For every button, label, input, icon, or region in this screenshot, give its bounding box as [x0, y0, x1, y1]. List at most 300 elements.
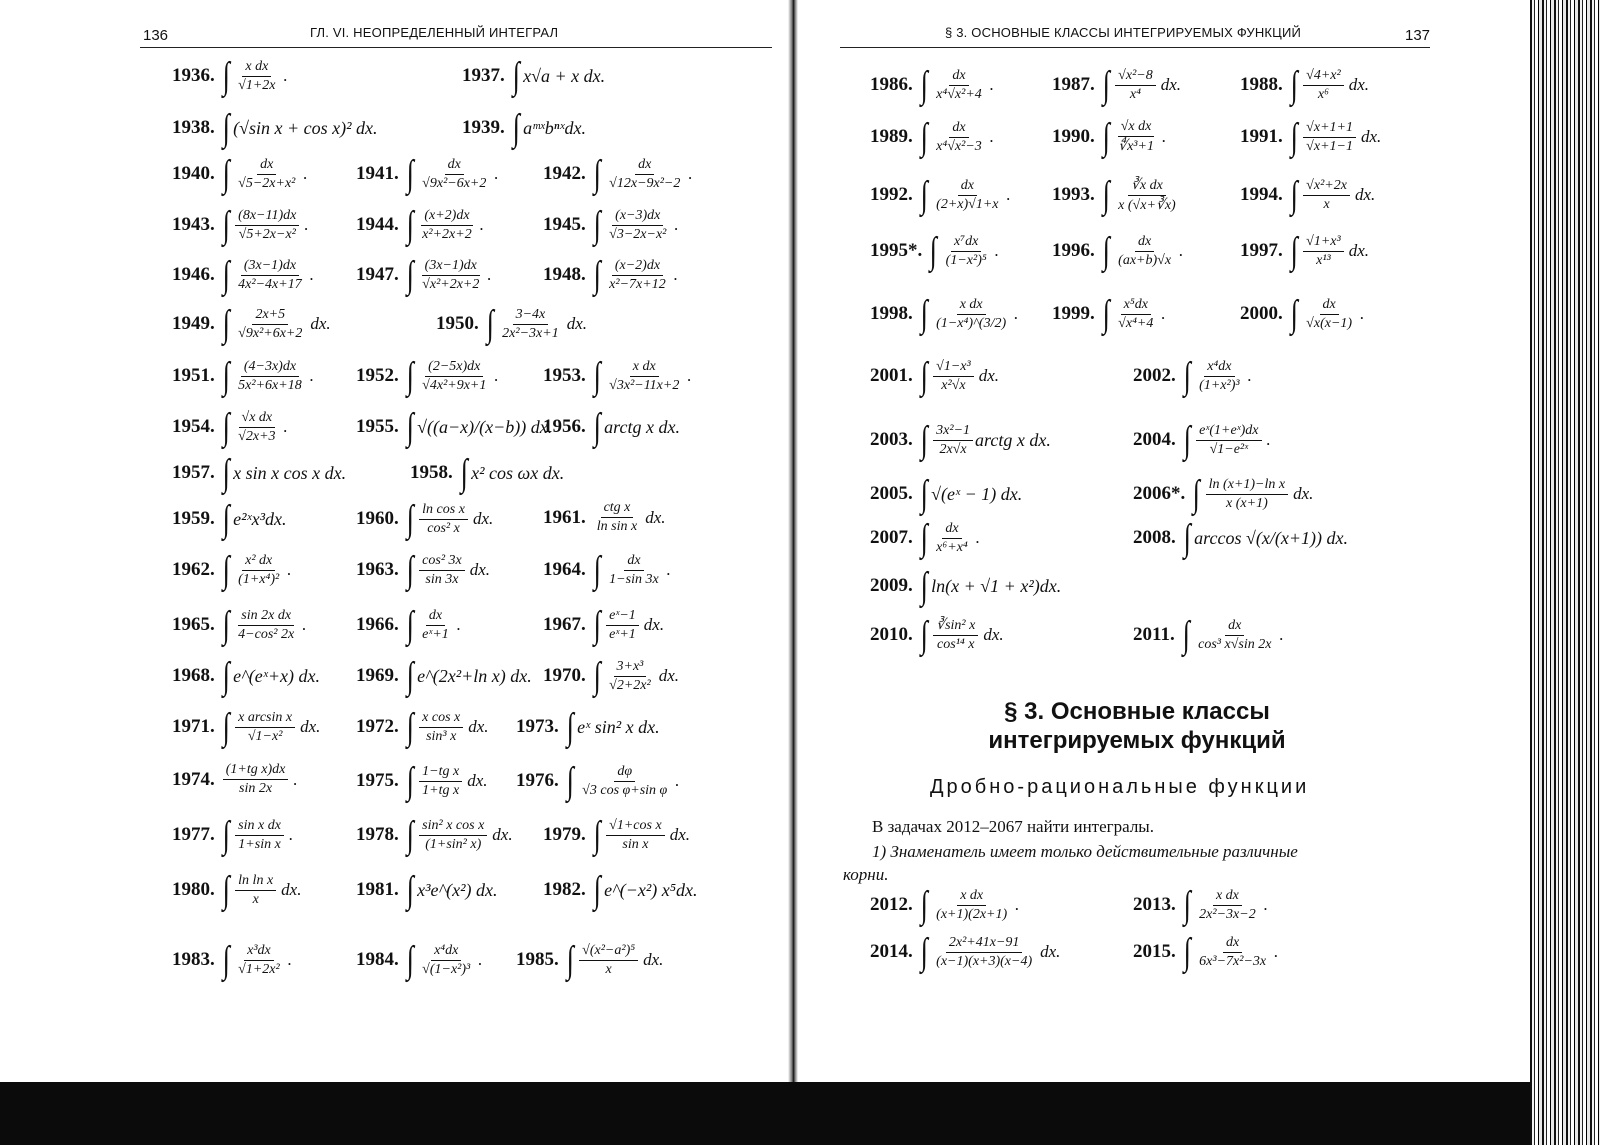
numerator: dx — [942, 521, 961, 539]
denominator: x — [1323, 196, 1330, 212]
problem-number: 1991. — [1240, 126, 1283, 147]
expression: dx. — [1348, 241, 1370, 260]
integral-sign: ∫ — [222, 549, 230, 591]
denominator: √1−x² — [247, 728, 283, 744]
numerator: (x−3)dx — [612, 208, 663, 226]
problem-1973 — [516, 708, 660, 746]
fraction — [606, 157, 683, 192]
numerator: ln cos x — [419, 502, 468, 520]
problem-number: 1969. — [356, 665, 399, 686]
problem-number: 2012. — [870, 894, 913, 915]
fraction — [419, 157, 489, 192]
problem-number: 1978. — [356, 824, 399, 845]
integral-sign: ∫ — [1290, 293, 1298, 335]
denominator: cos³ x√sin 2x — [1198, 636, 1272, 652]
expression: dx. — [472, 509, 494, 528]
integral-sign: ∫ — [406, 498, 414, 540]
expression: dx. — [1360, 127, 1382, 146]
expression: . — [494, 366, 499, 385]
fraction — [606, 258, 669, 293]
problem-number: 1964. — [543, 559, 586, 580]
expression: . — [1360, 304, 1365, 323]
fraction — [419, 710, 463, 745]
numerator: x⁷dx — [951, 234, 981, 252]
problem-number: 1967. — [543, 614, 586, 635]
problem-1999 — [1052, 295, 1166, 333]
problem-number: 1968. — [172, 665, 215, 686]
problem-1947 — [356, 256, 492, 294]
numerator: (2−5x)dx — [425, 359, 483, 377]
problem-number: 2006*. — [1133, 483, 1186, 504]
problem-number: 1953. — [543, 365, 586, 386]
integral-sign: ∫ — [920, 614, 928, 656]
numerator: √x²+2x — [1303, 178, 1350, 196]
numerator: x dx — [630, 359, 659, 377]
numerator: dx — [1135, 234, 1154, 252]
integral-sign: ∫ — [222, 303, 230, 345]
numerator: x³dx — [244, 943, 274, 961]
problem-1945 — [543, 206, 679, 244]
expression: dx. — [310, 314, 331, 333]
numerator: dx — [445, 157, 464, 175]
expression: . — [1161, 304, 1166, 323]
numerator: 2x+5 — [252, 307, 288, 325]
subsection-title: Дробно-рациональные функции — [930, 776, 1310, 798]
fraction — [419, 608, 452, 643]
denominator: (1+x⁴)² — [238, 571, 280, 587]
integral-sign: ∫ — [406, 655, 414, 697]
numerator: dx — [949, 68, 968, 86]
denominator: x⁴√x²−3 — [936, 138, 982, 154]
expression: . — [1006, 185, 1011, 204]
expression: dx. — [669, 825, 690, 844]
problem-number: 1990. — [1052, 126, 1095, 147]
problem-1957 — [172, 454, 346, 492]
fraction — [606, 818, 665, 853]
integral-sign: ∫ — [406, 254, 414, 296]
fraction — [1196, 888, 1259, 923]
problem-1954 — [172, 408, 288, 446]
numerator: (4−3x)dx — [241, 359, 299, 377]
expression: x³e^(x²) dx. — [417, 879, 498, 900]
fraction — [1115, 234, 1174, 269]
problem-number: 2003. — [870, 429, 913, 450]
numerator: 3x²−1 — [933, 423, 973, 441]
denominator: eˣ+1 — [609, 626, 636, 642]
fraction — [606, 553, 662, 588]
numerator: x arcsin x — [235, 710, 295, 728]
problem-1975 — [356, 762, 488, 800]
problem-number: 1987. — [1052, 74, 1095, 95]
problem-number: 2000. — [1240, 303, 1283, 324]
expression: . — [303, 164, 308, 183]
integral-sign: ∫ — [920, 473, 928, 515]
integral-sign: ∫ — [222, 655, 230, 697]
problem-1992 — [870, 176, 1011, 214]
expression: aᵐˣbⁿˣdx. — [523, 117, 586, 138]
problem-number: 1959. — [172, 508, 215, 529]
problem-1941 — [356, 155, 499, 193]
expression: dx. — [658, 666, 680, 685]
problem-1965 — [172, 606, 306, 644]
expression: dx. — [643, 950, 664, 969]
fraction — [594, 500, 640, 535]
fraction — [1196, 935, 1269, 970]
numerator: ∛sin² x — [933, 617, 978, 636]
problem-number: 1938. — [172, 117, 215, 138]
integral-sign: ∫ — [222, 498, 230, 540]
denominator: x²+2x+2 — [422, 226, 472, 242]
problem-number: 1941. — [356, 163, 399, 184]
fraction — [933, 521, 971, 556]
fraction — [943, 234, 990, 269]
integral-sign: ∫ — [406, 355, 414, 397]
denominator: 1−sin 3x — [609, 571, 659, 587]
expression: . — [989, 127, 995, 146]
integral-sign: ∫ — [406, 549, 414, 591]
fraction — [606, 659, 654, 694]
problem-number: 1954. — [172, 416, 215, 437]
problem-number: 1997. — [1240, 240, 1283, 261]
problem-number: 1965. — [172, 614, 215, 635]
problem-number: 2015. — [1133, 941, 1176, 962]
fraction — [235, 258, 305, 293]
fraction — [235, 943, 283, 978]
problem-number: 2013. — [1133, 894, 1176, 915]
integral-sign: ∫ — [406, 706, 414, 748]
integral-sign: ∫ — [406, 204, 414, 246]
problem-1959 — [172, 500, 287, 538]
integral-sign: ∫ — [920, 64, 928, 106]
problem-2010 — [870, 616, 1004, 654]
denominator: (1−x²)⁵ — [945, 252, 987, 268]
integral-sign: ∫ — [486, 303, 494, 345]
integral-sign: ∫ — [593, 254, 601, 296]
denominator: ∜x³+1 — [1118, 139, 1154, 154]
problem-1972 — [356, 708, 489, 746]
denominator: √1−e²ˣ — [1209, 441, 1249, 457]
denominator: 4x²−4x+17 — [238, 276, 302, 292]
fraction — [606, 608, 639, 643]
denominator: √1+2x — [238, 77, 276, 93]
integral-sign: ∫ — [920, 517, 928, 559]
expression: (√sin x + cos x)² dx. — [233, 117, 378, 138]
problem-number: 1999. — [1052, 303, 1095, 324]
expression: dx. — [467, 771, 488, 790]
expression: dx. — [281, 880, 302, 899]
problem-number: 1989. — [870, 126, 913, 147]
problem-1989 — [870, 118, 994, 156]
problem-1980 — [172, 871, 301, 909]
integral-sign: ∫ — [222, 814, 230, 856]
problem-number: 1940. — [172, 163, 215, 184]
expression: . — [309, 265, 314, 284]
expression: . — [994, 241, 999, 260]
problem-number: 1980. — [172, 879, 215, 900]
expression: . — [1015, 895, 1020, 914]
fraction — [606, 208, 669, 243]
denominator: x¹³ — [1316, 252, 1331, 268]
expression: dx. — [492, 825, 513, 844]
integral-sign: ∫ — [1290, 174, 1298, 216]
integral-sign: ∫ — [1290, 64, 1298, 106]
fraction — [419, 502, 468, 537]
integral-sign: ∫ — [1102, 116, 1110, 158]
fraction — [579, 764, 670, 799]
problem-1970 — [543, 657, 679, 695]
denominator: sin³ x — [426, 728, 457, 744]
denominator: (1+x²)³ — [1199, 377, 1240, 393]
problem-1997 — [1240, 232, 1369, 270]
problem-number: 1976. — [516, 770, 559, 791]
numerator: ctg x — [601, 500, 634, 518]
problem-number: 1966. — [356, 614, 399, 635]
problem-1953 — [543, 357, 692, 395]
expression: . — [494, 164, 499, 183]
numerator: x dx — [1213, 888, 1242, 906]
fraction — [579, 943, 638, 978]
numerator: dx — [1225, 618, 1244, 636]
numerator: cos² 3x — [419, 553, 465, 571]
fraction — [419, 818, 487, 853]
integral-sign: ∫ — [222, 153, 230, 195]
problem-1986 — [870, 66, 994, 104]
integral-sign: ∫ — [920, 293, 928, 335]
denominator: sin 2x — [239, 781, 273, 796]
problem-1955 — [356, 408, 552, 446]
expression: . — [479, 215, 484, 234]
numerator: sin 2x dx — [238, 608, 294, 626]
numerator: dx — [426, 608, 445, 626]
denominator: 4−cos² 2x — [238, 626, 295, 642]
problem-1998 — [870, 295, 1018, 333]
fraction — [933, 68, 985, 103]
denominator: x⁶ — [1317, 86, 1329, 102]
problem-number: 1970. — [543, 665, 586, 686]
expression: . — [302, 615, 307, 634]
expression: dx. — [469, 560, 491, 579]
problem-number: 2008. — [1133, 527, 1176, 548]
problem-number: 1945. — [543, 214, 586, 235]
numerator: x² dx — [242, 553, 275, 571]
denominator: √1+2x² — [238, 961, 280, 977]
numerator: x dx — [957, 888, 986, 906]
problem-number: 1936. — [172, 65, 215, 86]
denominator: (1−x⁴)^(3/2) — [936, 315, 1007, 331]
fraction — [933, 120, 985, 155]
expression: dx. — [643, 615, 665, 634]
integral-sign: ∫ — [222, 355, 230, 397]
problem-number: 1947. — [356, 264, 399, 285]
denominator: 1+tg x — [422, 782, 460, 798]
denominator: x — [605, 961, 612, 977]
numerator: 1−tg x — [419, 764, 462, 782]
problem-2001 — [870, 357, 999, 395]
expression: √((a−x)/(x−b)) dx. — [417, 416, 553, 437]
denominator: √x²+2x+2 — [422, 276, 480, 292]
problem-1966 — [356, 606, 461, 644]
numerator: (8x−11)dx — [235, 208, 299, 226]
expression: . — [674, 215, 679, 234]
denominator: √5+2x−x² — [238, 226, 296, 242]
fraction — [1196, 423, 1261, 458]
integral-sign: ∫ — [406, 869, 414, 911]
problem-number: 2011. — [1133, 624, 1175, 645]
integral-sign: ∫ — [593, 406, 601, 448]
denominator: √3 cos φ+sin φ — [582, 782, 668, 798]
fraction — [235, 59, 278, 94]
denominator: √9x²+6x+2 — [238, 325, 303, 341]
expression: . — [283, 66, 288, 85]
problem-1944 — [356, 206, 484, 244]
fraction — [933, 888, 1010, 923]
fraction — [1195, 618, 1274, 653]
problem-1943 — [172, 206, 309, 244]
problem-number: 2007. — [870, 527, 913, 548]
section-title — [962, 697, 1312, 755]
integral-sign: ∫ — [920, 419, 928, 461]
problem-number: 1983. — [172, 949, 215, 970]
problem-number: 1962. — [172, 559, 215, 580]
fraction — [419, 553, 465, 588]
numerator: ∛x dx — [1128, 177, 1166, 196]
integral-sign: ∫ — [222, 107, 230, 149]
problem-1978 — [356, 816, 513, 854]
problem-number: 2001. — [870, 365, 913, 386]
problem-number: 2004. — [1133, 429, 1176, 450]
integral-sign: ∫ — [566, 760, 574, 802]
integral-sign: ∫ — [1102, 293, 1110, 335]
expression: . — [687, 366, 692, 385]
expression: √(eˣ − 1) dx. — [931, 483, 1023, 504]
problem-number: 1975. — [356, 770, 399, 791]
problem-number: 1973. — [516, 716, 559, 737]
expression: dx. — [1293, 484, 1314, 503]
integral-sign: ∫ — [920, 174, 928, 216]
expression: arctg x dx. — [604, 416, 680, 437]
integral-sign: ∫ — [1183, 884, 1191, 926]
fraction — [606, 359, 682, 394]
integral-sign: ∫ — [1183, 355, 1191, 397]
expression: . — [487, 265, 492, 284]
problem-number: 1963. — [356, 559, 399, 580]
problem-2015 — [1133, 933, 1278, 971]
fraction — [933, 935, 1035, 970]
fraction — [933, 359, 974, 394]
denominator: √3−2x−x² — [609, 226, 667, 242]
expression: . — [1266, 430, 1271, 449]
problem-2005 — [870, 475, 1022, 513]
fraction — [933, 297, 1009, 332]
problem-1938 — [172, 109, 378, 147]
scan-background — [0, 1082, 1600, 1145]
problem-1982 — [543, 871, 698, 909]
left-header-rule — [140, 47, 772, 48]
problem-1985 — [516, 941, 663, 979]
expression: . — [1247, 366, 1252, 385]
denominator: cos¹⁴ x — [937, 637, 975, 652]
numerator: x dx — [957, 297, 986, 315]
integral-sign: ∫ — [593, 204, 601, 246]
fraction — [235, 553, 282, 588]
denominator: √2+2x² — [609, 677, 651, 693]
problem-1940 — [172, 155, 308, 193]
denominator: 5x²+6x+18 — [238, 377, 302, 393]
numerator: √x+1+1 — [1303, 120, 1356, 138]
problem-number: 2002. — [1133, 365, 1176, 386]
problem-1939 — [462, 109, 586, 147]
numerator: dx — [1223, 935, 1242, 953]
expression: . — [1279, 625, 1284, 644]
problem-2003 — [870, 421, 1051, 459]
problem-2013 — [1133, 886, 1268, 924]
problem-2002 — [1133, 357, 1252, 395]
expression: dx. — [300, 717, 321, 736]
problem-number: 1993. — [1052, 184, 1095, 205]
integral-sign: ∫ — [512, 55, 520, 97]
integral-sign: ∫ — [222, 939, 230, 981]
integral-sign: ∫ — [406, 814, 414, 856]
problem-number: 1984. — [356, 949, 399, 970]
denominator: 2x²−3x−2 — [1199, 906, 1256, 922]
fraction — [419, 359, 489, 394]
numerator: √1+x³ — [1303, 234, 1344, 252]
expression: e^(eˣ+x) dx. — [233, 665, 320, 686]
numerator: sin² x cos x — [419, 818, 487, 836]
numerator: x dx — [242, 59, 271, 77]
integral-sign: ∫ — [1102, 64, 1110, 106]
fraction — [235, 410, 278, 445]
fraction — [235, 710, 295, 745]
denominator: (1+sin² x) — [425, 836, 482, 852]
numerator: dφ — [614, 764, 635, 782]
expression: dx. — [983, 625, 1004, 644]
denominator: x — [252, 891, 259, 907]
denominator: √9x²−6x+2 — [422, 175, 487, 191]
problem-1977 — [172, 816, 293, 854]
numerator: 2x²+41x−91 — [946, 935, 1023, 953]
problem-number: 1974. — [172, 768, 215, 790]
problem-1987 — [1052, 66, 1181, 104]
problem-number: 1948. — [543, 264, 586, 285]
problem-2011 — [1133, 616, 1284, 654]
expression: . — [1274, 942, 1279, 961]
denominator: √4x²+9x+1 — [422, 377, 487, 393]
problem-2006 — [1133, 475, 1313, 513]
expression: . — [1014, 304, 1019, 323]
integral-sign: ∫ — [1183, 517, 1191, 559]
fraction — [1115, 119, 1157, 155]
problem-1993 — [1052, 176, 1181, 214]
numerator: eˣ(1+eˣ)dx — [1196, 423, 1261, 441]
numerator: dx — [1320, 297, 1339, 315]
expression: arccos √(x/(x+1)) dx. — [1194, 527, 1348, 548]
problem-1995 — [870, 232, 999, 270]
fraction — [1303, 120, 1356, 155]
fraction — [419, 764, 462, 799]
expression: dx. — [1160, 75, 1182, 94]
denominator: ln sin x — [596, 519, 638, 534]
problem-1968 — [172, 657, 320, 695]
integral-sign: ∫ — [222, 406, 230, 448]
book-spine — [788, 0, 798, 1100]
problem-1937 — [462, 57, 605, 95]
fraction — [419, 208, 475, 243]
numerator: √x dx — [1118, 119, 1155, 137]
expression: . — [283, 417, 288, 436]
fraction — [223, 762, 289, 797]
expression: . — [309, 366, 314, 385]
